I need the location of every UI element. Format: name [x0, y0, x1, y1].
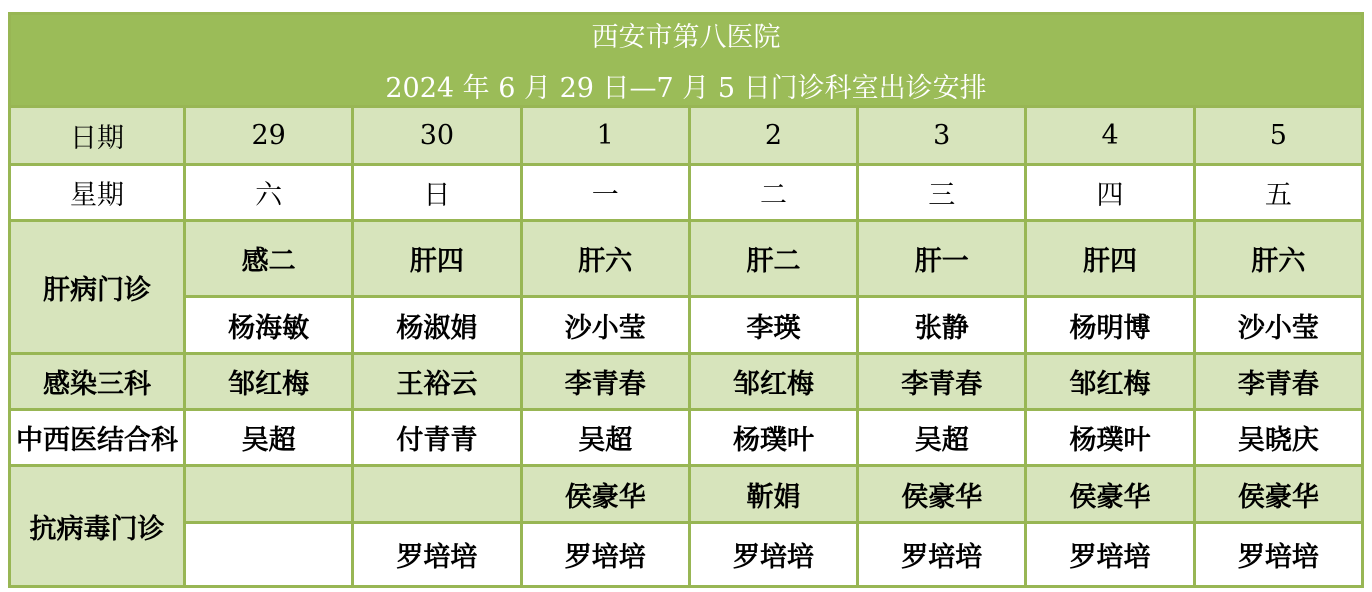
- doctor-cell: 沙小莹: [521, 297, 689, 354]
- weekday-cell: 六: [185, 165, 353, 221]
- date-cell: 5: [1194, 107, 1362, 165]
- table-row: [10, 466, 1363, 523]
- doctor-cell: 沙小莹: [1194, 297, 1362, 354]
- table-row: [10, 165, 1363, 221]
- doctor-cell: 杨海敏: [185, 297, 353, 354]
- table-row: [10, 297, 1363, 354]
- table-row: [10, 410, 1363, 466]
- weekday-cell: 一: [521, 165, 689, 221]
- doctor-cell: 邹红梅: [1026, 354, 1194, 410]
- week-row-label: 星期: [10, 165, 185, 221]
- doctor-cell: 杨明博: [1026, 297, 1194, 354]
- doctor-cell: 侯豪华: [521, 466, 689, 523]
- doctor-cell: 罗培培: [353, 523, 521, 587]
- room-cell: 肝四: [353, 221, 521, 297]
- schedule-date-range: 2024 年 6 月 29 日—7 月 5 日门诊科室出诊安排: [385, 73, 987, 104]
- department-label-liver-clinic: 肝病门诊: [10, 221, 185, 354]
- doctor-cell: 吴超: [185, 410, 353, 466]
- table-row: [10, 107, 1363, 165]
- doctor-cell: 李青春: [1194, 354, 1362, 410]
- hospital-name: 西安市第八医院: [591, 22, 781, 53]
- table-title-cell: [10, 14, 1363, 107]
- table-row: [10, 221, 1363, 297]
- room-cell: 肝六: [521, 221, 689, 297]
- weekday-cell: 二: [689, 165, 857, 221]
- doctor-cell: 吴超: [858, 410, 1026, 466]
- weekday-cell: 五: [1194, 165, 1362, 221]
- table-row: [10, 523, 1363, 587]
- doctor-cell: 李青春: [521, 354, 689, 410]
- doctor-cell: [185, 466, 353, 523]
- date-cell: 30: [353, 107, 521, 165]
- weekday-cell: 三: [858, 165, 1026, 221]
- doctor-cell: [185, 523, 353, 587]
- doctor-cell: 罗培培: [689, 523, 857, 587]
- doctor-cell: 罗培培: [521, 523, 689, 587]
- table-title: [11, 15, 1361, 105]
- doctor-cell: 罗培培: [858, 523, 1026, 587]
- doctor-cell: 罗培培: [1026, 523, 1194, 587]
- doctor-cell: 杨璞叶: [689, 410, 857, 466]
- date-cell: 29: [185, 107, 353, 165]
- outpatient-schedule-table: [8, 12, 1364, 588]
- date-row-label: 日期: [10, 107, 185, 165]
- weekday-cell: 日: [353, 165, 521, 221]
- date-cell: 3: [858, 107, 1026, 165]
- weekday-cell: 四: [1026, 165, 1194, 221]
- department-label-infection-3: 感染三科: [10, 354, 185, 410]
- doctor-cell: 侯豪华: [1026, 466, 1194, 523]
- doctor-cell: 李青春: [858, 354, 1026, 410]
- doctor-cell: 张静: [858, 297, 1026, 354]
- doctor-cell: 罗培培: [1194, 523, 1362, 587]
- department-label-antiviral-clinic: 抗病毒门诊: [10, 466, 185, 587]
- doctor-cell: 杨淑娟: [353, 297, 521, 354]
- doctor-cell: 吴超: [521, 410, 689, 466]
- doctor-cell: 侯豪华: [1194, 466, 1362, 523]
- doctor-cell: 靳娟: [689, 466, 857, 523]
- table-row: [10, 354, 1363, 410]
- room-cell: 感二: [185, 221, 353, 297]
- doctor-cell: 付青青: [353, 410, 521, 466]
- department-label-integrated-medicine: 中西医结合科: [10, 410, 185, 466]
- doctor-cell: 邹红梅: [185, 354, 353, 410]
- doctor-cell: 王裕云: [353, 354, 521, 410]
- doctor-cell: 邹红梅: [689, 354, 857, 410]
- room-cell: 肝四: [1026, 221, 1194, 297]
- doctor-cell: 杨璞叶: [1026, 410, 1194, 466]
- table-row: [10, 14, 1363, 107]
- doctor-cell: 李瑛: [689, 297, 857, 354]
- doctor-cell: 吴晓庆: [1194, 410, 1362, 466]
- room-cell: 肝二: [689, 221, 857, 297]
- date-cell: 1: [521, 107, 689, 165]
- doctor-cell: 侯豪华: [858, 466, 1026, 523]
- room-cell: 肝六: [1194, 221, 1362, 297]
- date-cell: 4: [1026, 107, 1194, 165]
- room-cell: 肝一: [858, 221, 1026, 297]
- doctor-cell: [353, 466, 521, 523]
- date-cell: 2: [689, 107, 857, 165]
